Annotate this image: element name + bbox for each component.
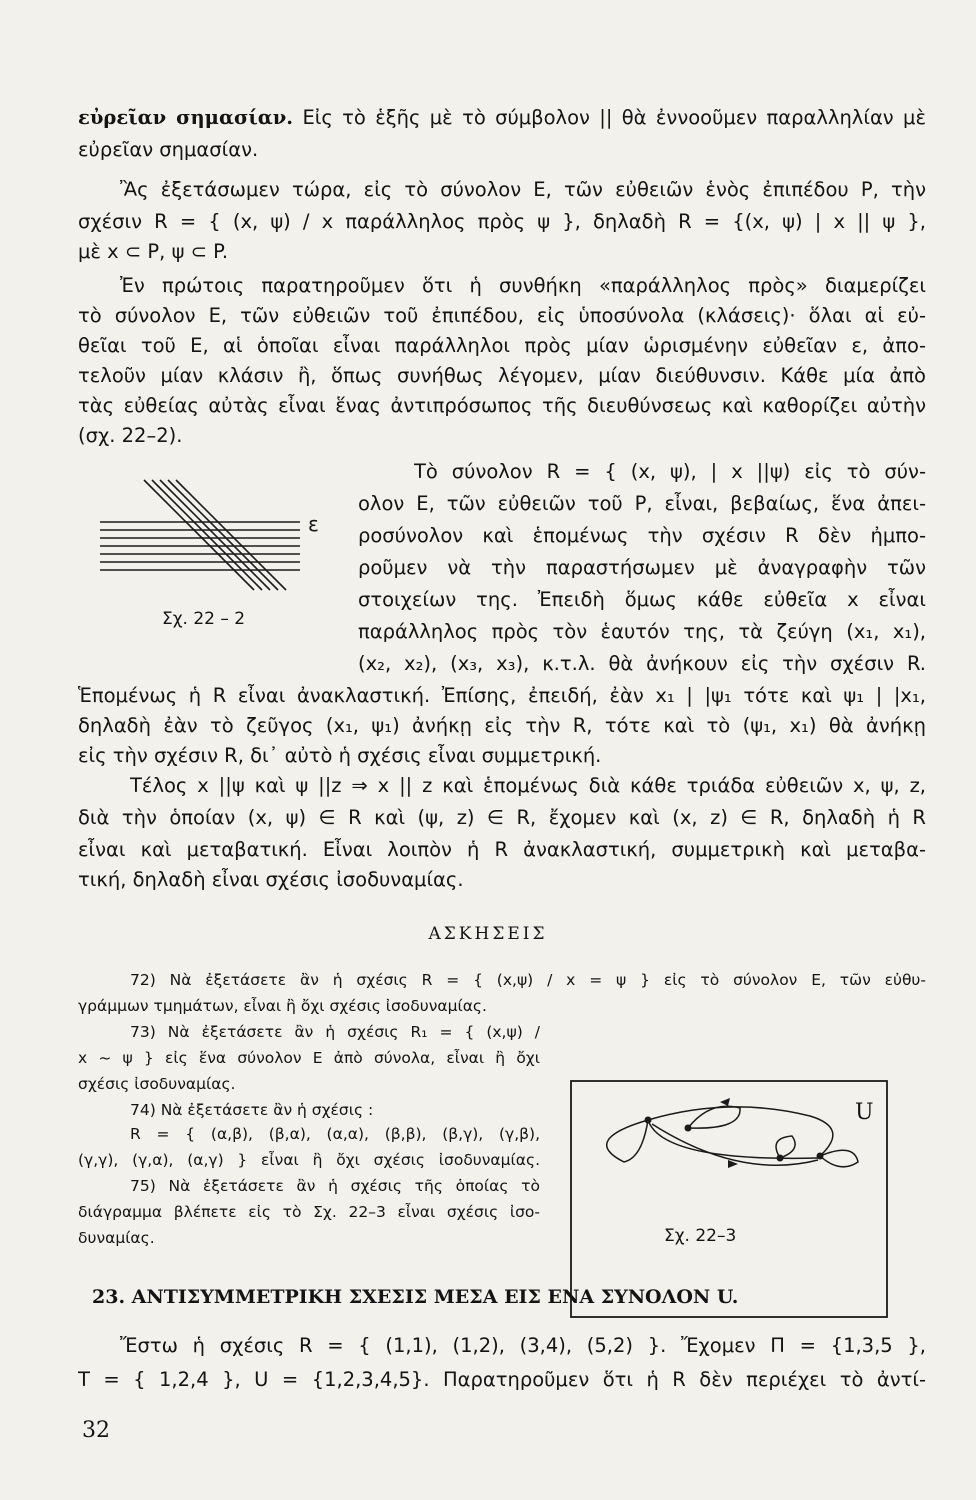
text-line: (σχ. 22–2). [78, 424, 183, 447]
text-line: Τ = { 1,2,4 }, U = {1,2,3,4,5}. Παρατηροῦμεν ὅτι ἡ R δὲν περιέχει τὸ ἀντί- [78, 1368, 926, 1391]
exercise-line: 73) Νὰ ἐξετάσετε ἂν ἡ σχέσις R₁ = { (x,ψ) / [130, 1023, 540, 1041]
text-line: διὰ τὴν ὁποίαν (x, ψ) ∈ R καὶ (ψ, z) ∈ R, ἔχομεν καὶ (x, z) ∈ R, δηλαδὴ ἡ R [78, 806, 926, 829]
epsilon-label: ε [308, 512, 319, 536]
exercise-line: x ~ ψ } εἰς ἕνα σύνολον Ε ἀπὸ σύνολα, εἶναι ἢ ὄχι [78, 1049, 540, 1067]
exercise-line: R = { (α,β), (β,α), (α,α), (β,β), (β,γ), (γ,β), [130, 1125, 540, 1143]
parallel-lines-figure [100, 478, 340, 618]
text-line: ροσύνολον καὶ ἑπομένως τὴν σχέσιν R δὲν ἠμπο- [358, 524, 926, 547]
universe-label: U [855, 1100, 874, 1125]
exercises-heading: ΑΣΚΗΣΕΙΣ [428, 924, 548, 944]
text-line: Τέλος x ||ψ καὶ ψ ||z ⇒ x || z καὶ ἑπομένως διὰ κάθε τριάδα εὐθειῶν x, ψ, z, [130, 774, 926, 797]
text-line: τική, δηλαδὴ εἶναι σχέσις ἰσοδυναμίας. [78, 868, 464, 891]
text-line: τελοῦν μίαν κλάσιν ἢ, ὅπως συνήθως λέγομεν, μίαν διεύθυνσιν. Κάθε μία ἀπὸ [78, 364, 926, 387]
text-line: σχέσιν R = { (x, ψ) / x παράλληλος πρὸς ψ }, δηλαδὴ R = {(x, ψ) | x || ψ }, [78, 210, 926, 233]
exercise-line: 75) Νὰ ἐξετάσετε ἂν ἡ σχέσις τῆς ὁποίας τὸ [130, 1177, 540, 1195]
text-line: Ἔστω ἡ σχέσις R = { (1,1), (1,2), (3,4), (5,2) }. Ἔχομεν Π = {1,3,5 }, [120, 1334, 926, 1357]
exercise-line: (γ,γ), (γ,α), (α,γ) } εἶναι ἢ ὄχι σχέσις ἰσοδυναμίας. [78, 1151, 540, 1169]
text-line: παράλληλος πρὸς τὸν ἑαυτόν της, τὰ ζεύγη (x₁, x₁), [358, 620, 926, 643]
section-title: 23. ΑΝΤΙΣΥΜΜΕΤΡΙΚΗ ΣΧΕΣΙΣ ΜΕΣΑ ΕΙΣ ΕΝΑ ΣΥΝΟΛΟΝ U. [92, 1286, 739, 1308]
exercise-line: δυναμίας. [78, 1229, 155, 1247]
text-line: (x₂, x₂), (x₃, x₃), κ.τ.λ. θὰ ἀνήκουν εἰς τὴν σχέσιν R. [358, 652, 926, 675]
text-line: ολον Ε, τῶν εὐθειῶν τοῦ Ρ, εἶναι, βεβαίως, ἕνα ἀπει- [358, 492, 926, 515]
exercise-line: σχέσις ἰσοδυναμίας. [78, 1075, 236, 1093]
text-line: δηλαδὴ ἐὰν τὸ ζεῦγος (x₁, ψ₁) ἀνήκῃ εἰς τὴν R, τότε καὶ τὸ (ψ₁, x₁) θὰ ἀνήκῃ [78, 714, 926, 737]
text-line: εὐρεῖαν σημασίαν. Εἰς τὸ ἑξῆς μὲ τὸ σύμβολον || θὰ ἐννοοῦμεν παραλληλίαν μὲ [78, 106, 926, 129]
text-line: εἰς τὴν σχέσιν R, δι᾽ αὐτὸ ἡ σχέσις εἶναι συμμετρική. [78, 744, 602, 767]
text-line: Ἐν πρώτοις παρατηροῦμεν ὅτι ἡ συνθήκη «παράλληλος πρὸς» διαμερίζει [120, 274, 926, 297]
page-number: 32 [82, 1418, 110, 1443]
text-line: ροῦμεν νὰ τὴν παραστήσωμεν μὲ ἀναγραφὴν τῶν [358, 556, 926, 579]
text-line: Ἑπομένως ἡ R εἶναι ἀνακλαστική. Ἐπίσης, ἐπειδή, ἐὰν x₁ | |ψ₁ τότε καὶ ψ₁ | |x₁, [78, 684, 926, 707]
text-line: Ἂς ἐξετάσωμεν τώρα, εἰς τὸ σύνολον Ε, τῶν εὐθειῶν ἑνὸς ἐπιπέδου Ρ, τὴν [120, 178, 926, 201]
text-line: τὸ σύνολον Ε, τῶν εὐθειῶν τοῦ ἐπιπέδου, εἰς ὑποσύνολα (κλάσεις)· ὅλαι αἱ εὐ- [78, 304, 926, 327]
text-line: στοιχείων της. Ἐπειδὴ ὅμως κάθε εὐθεῖα x εἶναι [358, 588, 926, 611]
text-line: τὰς εὐθείας αὐτὰς εἶναι ἕνας ἀντιπρόσωπος τῆς διευθύνσεως καὶ καθορίζει αὐτὴν [78, 394, 926, 417]
bold-term: εὐρεῖαν σημασίαν. [78, 106, 294, 129]
exercise-line: γράμμων τμημάτων, εἶναι ἢ ὄχι σχέσις ἰσοδυναμίας. [78, 997, 487, 1015]
exercise-line: 72) Νὰ ἐξετάσετε ἂν ἡ σχέσις R = { (x,ψ) / x = ψ } εἰς τὸ σύνολον Ε, τῶν εὐθυ- [130, 971, 926, 989]
text-line: εὐρεῖαν σημασίαν. [78, 138, 259, 161]
figure-caption: Σχ. 22 – 2 [162, 609, 246, 629]
text-line: εἶναι καὶ μεταβατική. Εἶναι λοιπὸν ἡ R ἀνακλαστική, συμμετρικὴ καὶ μεταβα- [78, 838, 926, 861]
text-line: Τὸ σύνολον R = { (x, ψ), | x ||ψ) εἰς τὸ σύν- [414, 460, 926, 483]
figure-caption: Σχ. 22–3 [664, 1226, 737, 1246]
exercise-line: διάγραμμα βλέπετε εἰς τὸ Σχ. 22–3 εἶναι σχέσις ἰσο- [78, 1203, 540, 1221]
exercise-line: 74) Νὰ ἐξετάσετε ἂν ἡ σχέσις : [130, 1101, 374, 1119]
text-line: μὲ x ⊂ P, ψ ⊂ P. [78, 240, 229, 263]
text-line: θεῖαι τοῦ Ε, αἱ ὁποῖαι εἶναι παράλληλοι πρὸς μίαν ὡρισμένην εὐθεῖαν ε, ἀπο- [78, 334, 926, 357]
